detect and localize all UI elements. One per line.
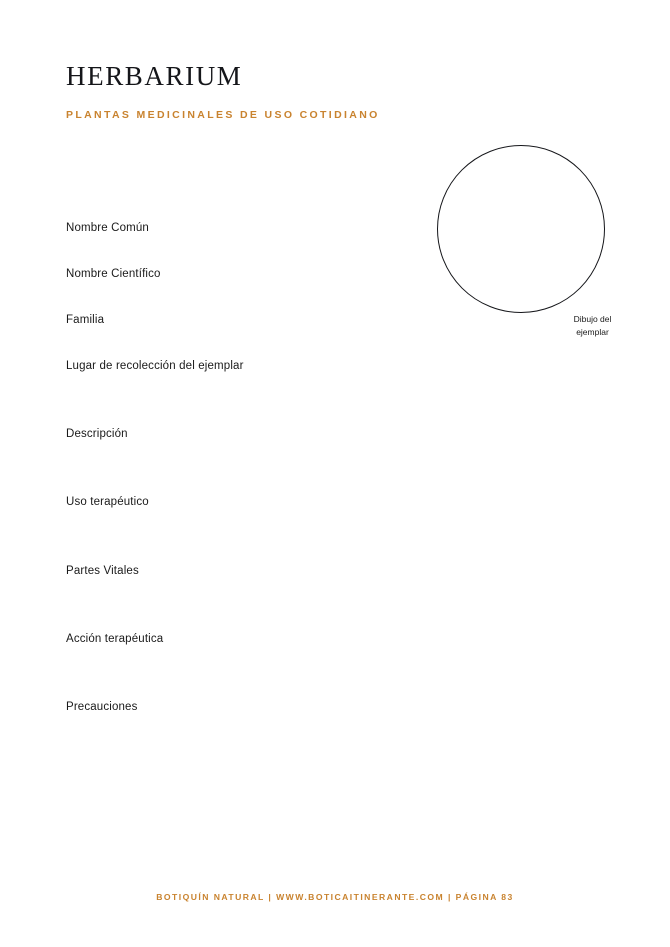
field-label-uso-terapeutico: Uso terapéutico xyxy=(66,496,149,508)
field-label-familia: Familia xyxy=(66,314,105,326)
field-label-accion-terapeutica: Acción terapéutica xyxy=(66,633,164,645)
field-label-lugar-recoleccion: Lugar de recolección del ejemplar xyxy=(66,360,244,372)
field-label-descripcion: Descripción xyxy=(66,428,128,440)
page-footer: BOTIQUÍN NATURAL | WWW.BOTICAITINERANTE.COM | PÁGINA 83 xyxy=(156,892,514,902)
drawing-caption-line-1: Dibujo del xyxy=(573,314,612,324)
field-label-partes-vitales: Partes Vitales xyxy=(66,565,139,577)
circle-outline-icon xyxy=(437,145,605,313)
document-header xyxy=(66,62,606,121)
field-label-precauciones: Precauciones xyxy=(66,701,138,713)
page-title: HERBARIUM xyxy=(66,61,243,91)
specimen-drawing-area[interactable] xyxy=(437,145,605,313)
field-label-nombre-comun: Nombre Común xyxy=(66,222,149,234)
drawing-caption-line-2: ejemplar xyxy=(576,327,609,338)
page-subtitle: PLANTAS MEDICINALES DE USO COTIDIANO xyxy=(66,108,380,121)
drawing-caption xyxy=(545,313,640,339)
field-label-nombre-cientifico: Nombre Científico xyxy=(66,268,161,280)
